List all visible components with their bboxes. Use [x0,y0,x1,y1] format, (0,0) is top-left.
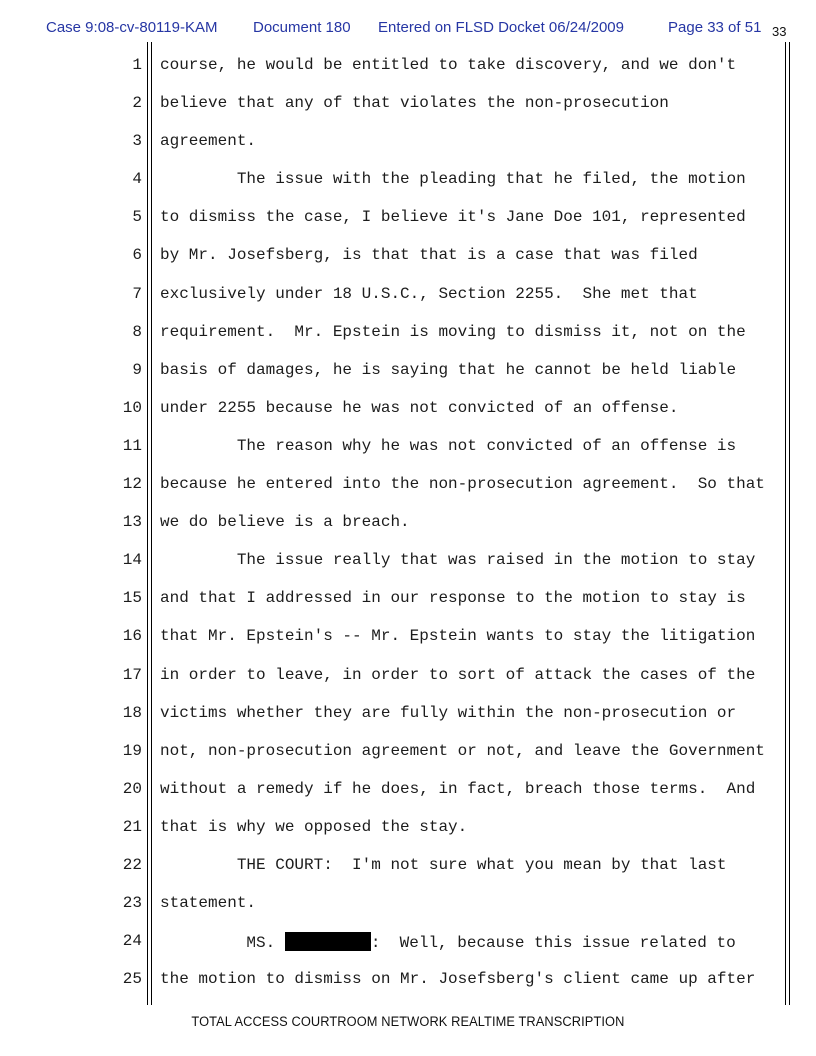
redaction-box [285,932,371,951]
footer-text: TOTAL ACCESS COURTROOM NETWORK REALTIME TRANSCRIPTION [191,1014,625,1029]
line-text: victims whether they are fully within the non-prosecution or [160,703,737,722]
line-number: 21 [122,817,142,836]
line-number: 8 [132,322,142,341]
transcript-line [0,246,816,284]
transcript-line [0,589,816,627]
line-text: THE COURT: I'm not sure what you mean by that last [160,855,727,874]
line-number: 10 [122,398,142,417]
line-text: statement. [160,894,257,913]
transcript-line [0,666,816,704]
transcript-line [0,894,816,932]
transcript-line [0,475,816,513]
line-number: 2 [132,94,142,113]
transcript-line [0,818,816,856]
line-number: 11 [122,436,142,455]
line-text: not, non-prosecution agreement or not, and leave the Government [160,741,765,760]
transcript-line [0,323,816,361]
transcript-line [0,56,816,94]
transcript-line [0,704,816,742]
line-number: 7 [132,284,142,303]
line-number: 23 [122,894,142,913]
line-text: basis of damages, he is saying that he cannot be held liable [160,360,737,379]
line-text: believe that any of that violates the non-prosecution [160,94,669,113]
line-text: without a remedy if he does, in fact, breach those terms. And [160,779,756,798]
transcript-line [0,856,816,894]
header-page-label: Page 33 of 51 [668,19,762,36]
line-number: 17 [122,665,142,684]
line-number: 24 [122,932,142,951]
transcript-line [0,208,816,246]
header-document-label: Document 180 [253,19,351,36]
line-text: course, he would be entitled to take discovery, and we don't [160,56,737,74]
line-number: 6 [132,246,142,265]
line-number: 20 [122,779,142,798]
line-text: the motion to dismiss on Mr. Josefsberg's client came up after [160,970,756,989]
line-number: 15 [122,589,142,608]
transcript-line [0,285,816,323]
transcript-line [0,780,816,818]
line-text: MS. : Well, because this issue related to [160,934,736,953]
corner-page-number: 33 [772,24,787,39]
line-number: 4 [132,170,142,189]
line-text: by Mr. Josefsberg, is that that is a case that was filed [160,246,698,265]
transcript-line [0,932,816,970]
line-number: 25 [122,970,142,989]
line-text: requirement. Mr. Epstein is moving to dismiss it, not on the [160,322,746,341]
transcript-line [0,742,816,780]
line-number: 3 [132,132,142,151]
line-number: 18 [122,703,142,722]
transcript-body [0,56,816,1008]
line-text: in order to leave, in order to sort of attack the cases of the [160,665,756,684]
line-text: and that I addressed in our response to the motion to stay is [160,589,746,608]
transcript-line [0,361,816,399]
line-text: The reason why he was not convicted of an offense is [160,436,737,455]
line-number: 1 [132,56,142,74]
transcript-line [0,132,816,170]
line-number: 16 [122,627,142,646]
line-text: The issue really that was raised in the motion to stay [160,551,756,570]
line-text: The issue with the pleading that he filed, the motion [160,170,746,189]
transcript-line [0,437,816,475]
line-text: that is why we opposed the stay. [160,817,468,836]
transcript-line [0,399,816,437]
transcript-line [0,551,816,589]
footer [0,1014,816,1029]
line-number: 22 [122,855,142,874]
line-number: 14 [122,551,142,570]
transcript-line [0,513,816,551]
line-text: under 2255 because he was not convicted of an offense. [160,398,679,417]
line-text: agreement. [160,132,257,151]
line-number: 9 [132,360,142,379]
line-text: that Mr. Epstein's -- Mr. Epstein wants to stay the litigation [160,627,756,646]
line-number: 12 [122,475,142,494]
line-text: to dismiss the case, I believe it's Jane Doe 101, represented [160,208,746,227]
transcript-line [0,627,816,665]
transcript-line [0,94,816,132]
line-text: exclusively under 18 U.S.C., Section 2255. She met that [160,284,698,303]
transcript-line [0,970,816,1008]
header-entered-label: Entered on FLSD Docket 06/24/2009 [378,19,624,36]
header-case-number: Case 9:08-cv-80119-KAM [46,19,218,36]
line-number: 13 [122,513,142,532]
line-number: 19 [122,741,142,760]
line-text: because he entered into the non-prosecution agreement. So that [160,475,765,494]
transcript-line [0,170,816,208]
line-text: we do believe is a breach. [160,513,410,532]
line-number: 5 [132,208,142,227]
